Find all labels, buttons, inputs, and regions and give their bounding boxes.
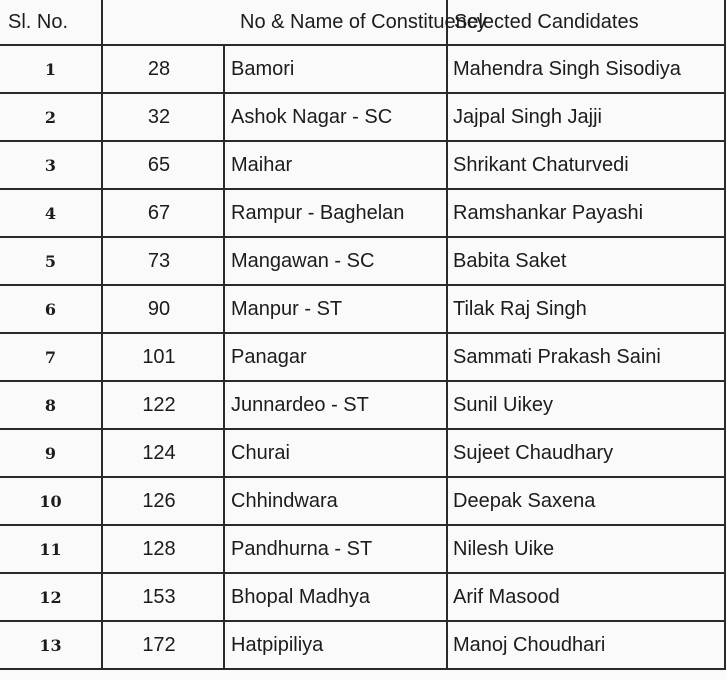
- cell-constituency-name: Ashok Nagar - SC: [224, 93, 447, 141]
- cell-constituency-name: Churai: [224, 429, 447, 477]
- cell-constituency-no: 32: [102, 93, 224, 141]
- cell-candidate: Arif Masood: [447, 573, 725, 621]
- cell-constituency-name: Maihar: [224, 141, 447, 189]
- cell-constituency-no: 128: [102, 525, 224, 573]
- cell-candidate: Deepak Saxena: [447, 477, 725, 525]
- cell-candidate: Mahendra Singh Sisodiya: [447, 45, 725, 93]
- cell-candidate: Nilesh Uike: [447, 525, 725, 573]
- header-selected-candidates: Selected Candidates: [447, 0, 725, 45]
- table-row: [0, 333, 725, 381]
- cell-sl-no: 12: [0, 573, 102, 621]
- cell-candidate: Babita Saket: [447, 237, 725, 285]
- cell-constituency-name: Mangawan - SC: [224, 237, 447, 285]
- table-row: [0, 45, 725, 93]
- cell-constituency-name: Junnardeo - ST: [224, 381, 447, 429]
- table-row: [0, 189, 725, 237]
- table-header: [0, 0, 725, 45]
- header-row: [0, 0, 725, 45]
- cell-sl-no: 10: [0, 477, 102, 525]
- cell-constituency-no: 67: [102, 189, 224, 237]
- cell-candidate: Manoj Choudhari: [447, 621, 725, 669]
- cell-sl-no: 4: [0, 189, 102, 237]
- cell-sl-no: 2: [0, 93, 102, 141]
- cell-constituency-no: 65: [102, 141, 224, 189]
- table-row: [0, 237, 725, 285]
- cell-candidate: Ramshankar Payashi: [447, 189, 725, 237]
- cell-candidate: Sammati Prakash Saini: [447, 333, 725, 381]
- cell-candidate: Sujeet Chaudhary: [447, 429, 725, 477]
- cell-constituency-name: Manpur - ST: [224, 285, 447, 333]
- cell-sl-no: 5: [0, 237, 102, 285]
- cell-constituency-no: 126: [102, 477, 224, 525]
- table-body: [0, 45, 725, 669]
- cell-sl-no: 1: [0, 45, 102, 93]
- cell-constituency-name: Bhopal Madhya: [224, 573, 447, 621]
- cell-candidate: Jajpal Singh Jajji: [447, 93, 725, 141]
- table-row: [0, 381, 725, 429]
- cell-sl-no: 11: [0, 525, 102, 573]
- table-row: [0, 93, 725, 141]
- cell-sl-no: 9: [0, 429, 102, 477]
- cell-constituency-no: 153: [102, 573, 224, 621]
- cell-candidate: Tilak Raj Singh: [447, 285, 725, 333]
- table-row: [0, 525, 725, 573]
- cell-constituency-name: Pandhurna - ST: [224, 525, 447, 573]
- cell-constituency-name: Panagar: [224, 333, 447, 381]
- cell-constituency-name: Bamori: [224, 45, 447, 93]
- cell-sl-no: 13: [0, 621, 102, 669]
- table-row: [0, 429, 725, 477]
- cell-sl-no: 3: [0, 141, 102, 189]
- cell-constituency-name: Hatpipiliya: [224, 621, 447, 669]
- cell-candidate: Shrikant Chaturvedi: [447, 141, 725, 189]
- cell-constituency-no: 73: [102, 237, 224, 285]
- cell-constituency-no: 172: [102, 621, 224, 669]
- table-row: [0, 285, 725, 333]
- table-row: [0, 477, 725, 525]
- cell-constituency-no: 28: [102, 45, 224, 93]
- cell-sl-no: 8: [0, 381, 102, 429]
- header-constituency: No & Name of Constituency: [102, 0, 447, 45]
- cell-constituency-no: 101: [102, 333, 224, 381]
- cell-constituency-name: Chhindwara: [224, 477, 447, 525]
- cell-constituency-no: 90: [102, 285, 224, 333]
- table-row: [0, 621, 725, 669]
- cell-constituency-no: 122: [102, 381, 224, 429]
- cell-constituency-name: Rampur - Baghelan: [224, 189, 447, 237]
- table-row: [0, 141, 725, 189]
- cell-sl-no: 6: [0, 285, 102, 333]
- table-row: [0, 573, 725, 621]
- cell-constituency-no: 124: [102, 429, 224, 477]
- cell-candidate: Sunil Uikey: [447, 381, 725, 429]
- cell-sl-no: 7: [0, 333, 102, 381]
- header-sl-no: Sl. No.: [0, 0, 102, 45]
